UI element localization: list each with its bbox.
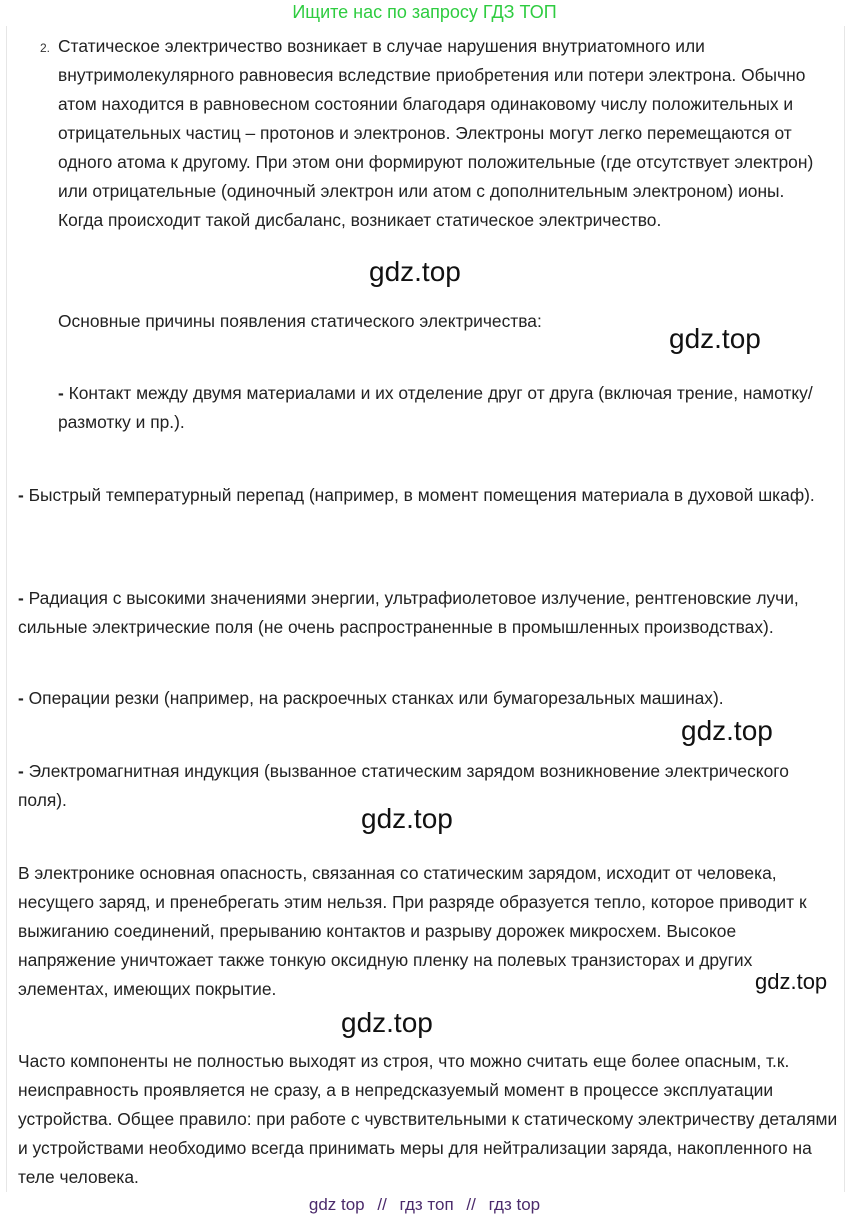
watermark: gdz.top [341,1007,433,1038]
bullet-mark: - [18,588,24,608]
watermark: gdz.top [369,256,461,287]
paragraph-static-electricity: Статическое электричество возникает в случае нарушения внутриатомного или внутримолекулярного равновесия вследствие приобретения или потери электрона. Обычно атом находится в равновесном состоянии благодаря одинаковому числу положительных и отрицательных частиц – протонов и электронов. Электроны могут легко перемещаются от одного атома к другому. При этом они формируют положительные (где отсутствует электрон) или отрицательные (одиночный электрон или атом с дополнительным электроном) ионы. Когда происходит такой дисбаланс, возникает статическое электричество. [58,36,814,230]
paragraph-components-failure: Часто компоненты не полностью выходят из строя, что можно считать еще более опасным, т.к. неисправность проявляется не сразу, а в непредсказуемый момент в процессе эксплуатации устройства. Общее правило: при работе с чувствительными к статическому электричеству деталями и устройствами необходимо всегда принимать меры для нейтрализации заряда, накопленного на теле человека. [18,1051,838,1187]
paragraph-causes-intro: Основные причины появления статического электричества: [58,311,542,331]
watermark: gdz.top [681,715,773,746]
bullet-text: Электромагнитная индукция (вызванное статическим зарядом возникновение электрического поля). [18,761,789,810]
bullet-radiation [18,584,838,642]
bullet-text: Операции резки (например, на раскроечных станках или бумагорезальных машинах). [23,688,724,708]
bullet-text: Контакт между двумя материалами и их отделение друг от друга (включая трение, намотку/размотку и пр.). [58,383,813,432]
bullet-contact [58,379,828,437]
watermark: gdz.top [361,803,453,834]
top-banner: Ищите нас по запросу ГДЗ ТОП [292,2,557,22]
footer-links [0,1194,849,1216]
bullet-mark: - [18,761,24,781]
footer-link-gdz-top[interactable]: gdz top [308,1195,365,1214]
bullet-mark: - [18,688,24,708]
watermark: gdz.top [669,323,761,354]
bullet-mark: - [58,383,64,403]
list-number: 2. [40,41,51,55]
footer-separator: // [377,1195,387,1214]
bullet-mark: - [18,485,24,505]
footer-link-gdz-top-mixed[interactable]: гдз top [488,1195,541,1214]
bullet-text: Радиация с высокими значениями энергии, ультрафиолетовое излучение, рентгеновские лучи, сильные электрические поля (не очень распространенные в промышленных производствах). [18,588,799,637]
footer-link-gdz-top-ru[interactable]: гдз топ [399,1195,454,1214]
footer-separator: // [466,1195,476,1214]
paragraph-electronics-danger: В электронике основная опасность, связанная со статическим зарядом, исходит от человека, несущего заряд, и пренебрегать этим нельзя. При разряде образуется тепло, которое приводит к выжиганию соединений, прерыванию контактов и разрыву дорожек микросхем. Высокое напряжение уничтожает также тонкую оксидную пленку на полевых транзисторах и других элементах, имеющих покрытие. [18,863,807,999]
watermark: gdz.top [755,969,828,994]
bullet-text: Быстрый температурный перепад (например, в момент помещения материала в духовой шкаф). [23,485,815,505]
bullet-cutting [18,684,828,713]
bullet-temperature [18,481,828,510]
